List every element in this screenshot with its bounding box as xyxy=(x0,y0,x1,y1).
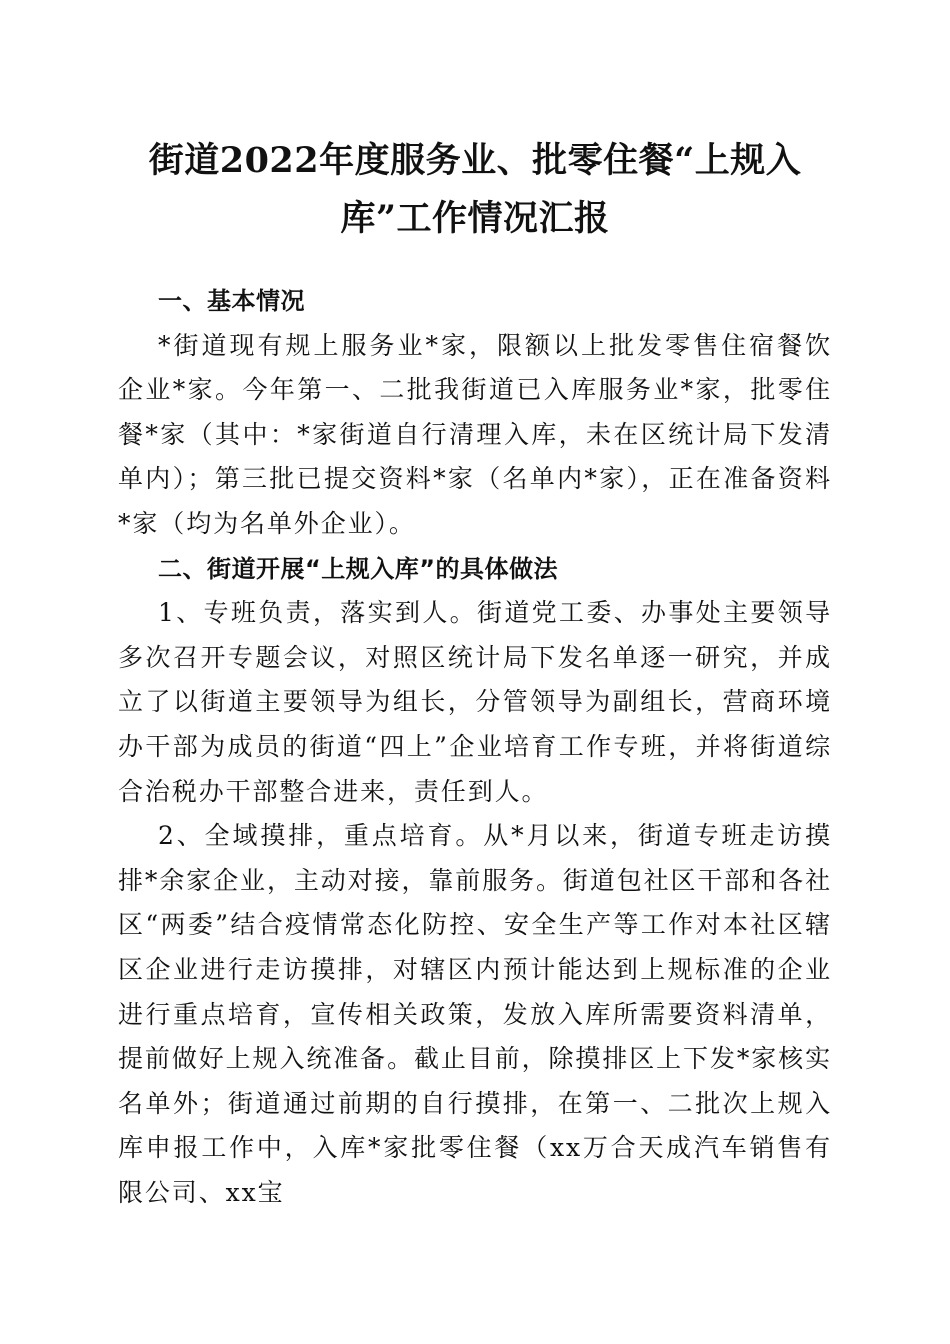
section-1-heading: 一、基本情况 xyxy=(158,287,305,315)
document-title xyxy=(118,132,832,248)
section-1-paragraph: *街道现有规上服务业*家，限额以上批发零售住宿餐饮企业*家。今年第一、二批我街道已入库服务业*家，批零住餐*家（其中：*家街道自行清理入库，未在区统计局下发清单内）；第三批已提交资料*家（名单内*家），正在准备资料*家（均为名单外企业）。 xyxy=(118,330,832,538)
section-2-heading: 二、街道开展“上规入库”的具体做法 xyxy=(158,554,559,583)
title-line-1: 街道2022年度服务业、批零住餐“上规入 xyxy=(148,140,802,181)
document-body xyxy=(118,279,832,1215)
section-2-item-1: 1、专班负责，落实到人。街道党工委、办事处主要领导多次召开专题会议，对照区统计局下发名单逐一研究，并成立了以街道主要领导为组长，分管领导为副组长，营商环境办干部为成员的街道“四上”企业培育工作专班，并将街道综合治税办干部整合进来，责任到人。 xyxy=(118,598,832,806)
title-line-2: 库”工作情况汇报 xyxy=(340,198,610,239)
section-2-item-2: 2、全域摸排，重点培育。从*月以来，街道专班走访摸排*余家企业，主动对接，靠前服务。街道包社区干部和各社区“两委”结合疫情常态化防控、安全生产等工作对本社区辖区企业进行走访摸排，对辖区内预计能达到上规标准的企业进行重点培育，宣传相关政策，发放入库所需要资料清单，提前做好上规入统准备。截止目前，除摸排区上下发*家核实名单外；街道通过前期的自行摸排，在第一、二批次上规入库申报工作中，入库*家批零住餐（xx万合天成汽车销售有限公司、xx宝 xyxy=(118,821,832,1207)
